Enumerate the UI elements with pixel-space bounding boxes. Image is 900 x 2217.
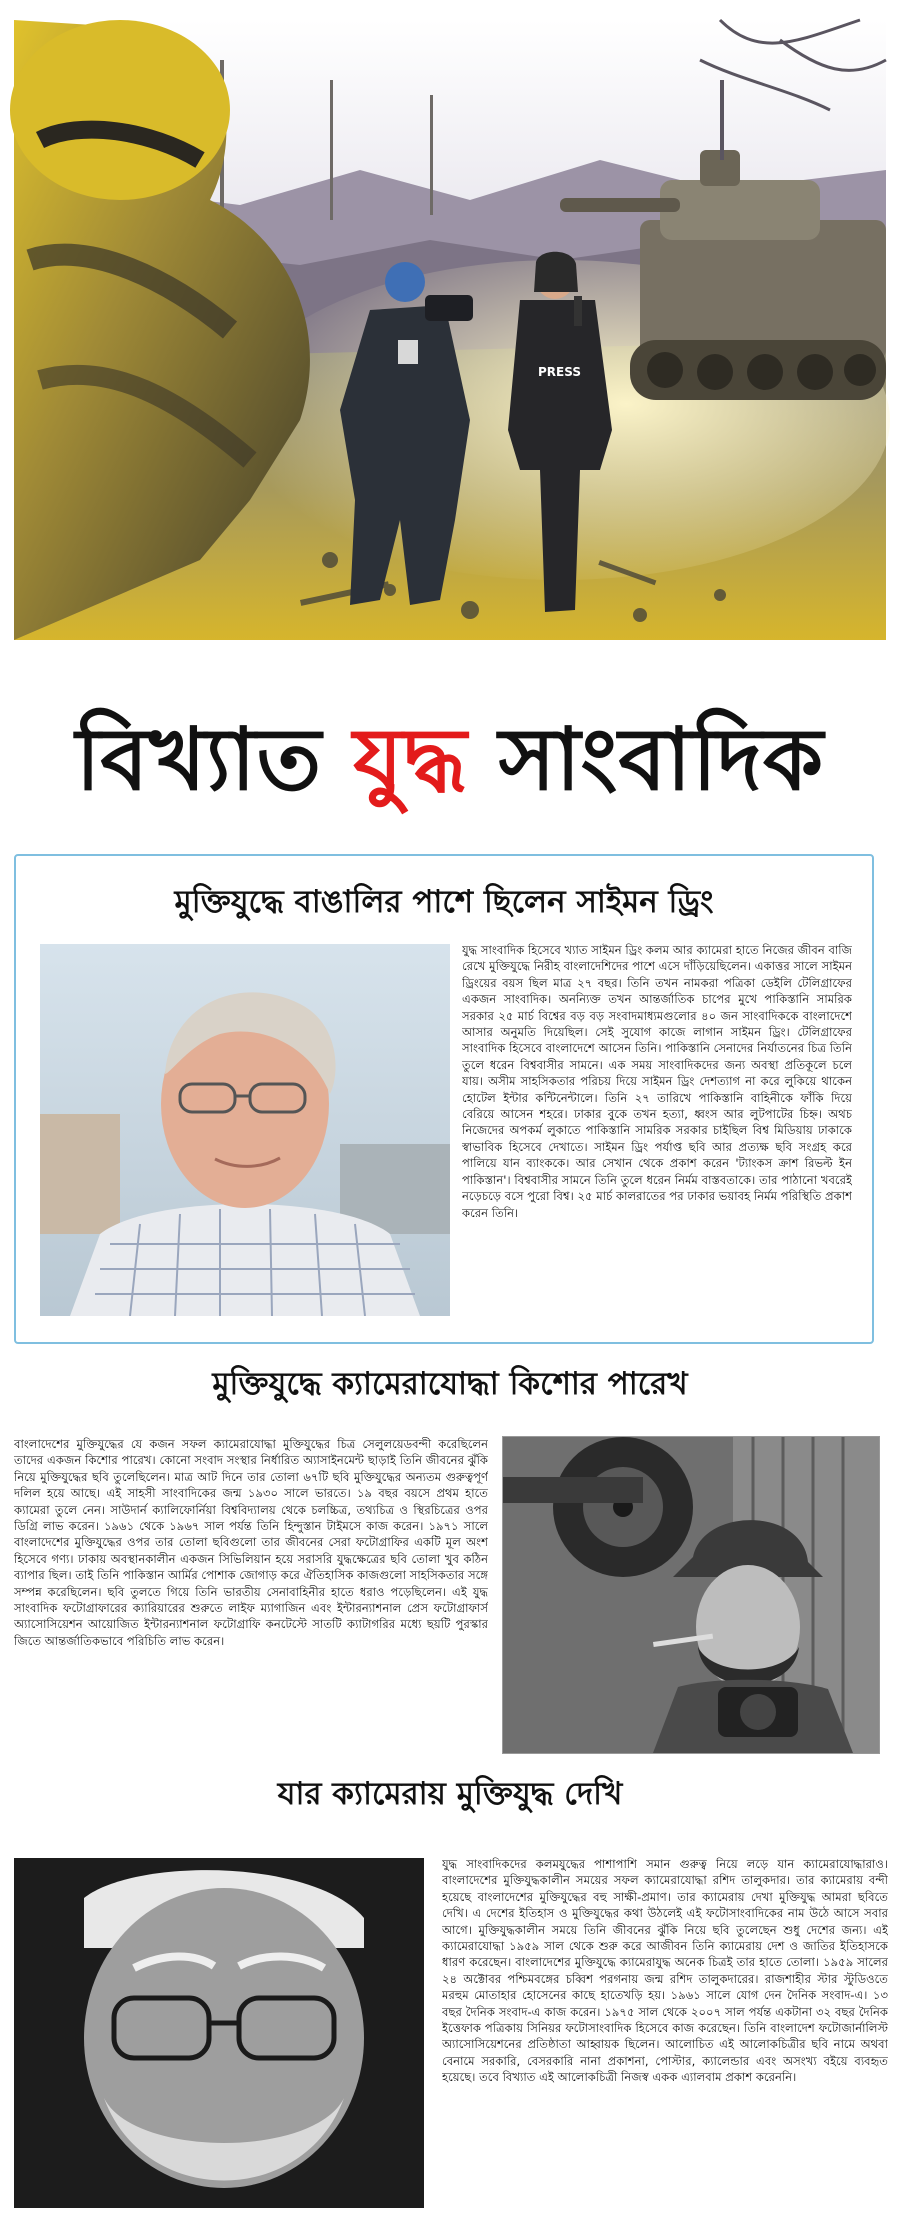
rashid-talukder-photo (14, 1858, 424, 2208)
article-1-title: মুক্তিযুদ্ধে বাঙালির পাশে ছিলেন সাইমন ড্রিং (174, 884, 714, 920)
article-3-body: যুদ্ধ সাংবাদিকদের কলমযুদ্ধের পাশাপাশি সমান গুরুত্ব নিয়ে লড়ে যান ক্যামেরাযোদ্ধারাও। বাংলাদেশের মুক্তিযুদ্ধকালীন সময়ের সফল ক্যামেরাযোদ্ধা রশিদ তালুকদার। তার ক্যামেরায় বন্দী হয়েছে বাংলাদেশের মুক্তিযুদ্ধের বহু সাক্ষী-প্রমাণ। তার ক্যামেরায় দেখা মুক্তিযুদ্ধ আমরা ছবিতে দেখি। এ দেশের ইতিহাস ও মুক্তিযুদ্ধের কথা উঠলেই এই ফটোসাংবাদিকের নাম উঠে আসে সবার আগে। মুক্তিযুদ্ধকালীন সময়ে তিনি জীবনের ঝুঁকি নিয়ে ছবি তুলেছেন শুধু দেশের জন্য। এই ক্যামেরাযোদ্ধা ১৯৫৯ সাল থেকে শুরু করে আজীবন তিনি ক্যামেরায় দেশ ও জাতির ইতিহাসকে ধারণ করেছেন। বাংলাদেশের মুক্তিযুদ্ধে ক্যামেরাযুদ্ধ অনেক চিত্রই তার হাতে তোলা। ১৯৫৯ সালের ২৪ অক্টোবর পশ্চিমবঙ্গের চব্বিশ পরগনায় জন্ম রশিদ তালুকদারের। রাজশাহীর স্টার স্টুডিওতে মরহুম মোতাহার হোসেনের কাছে হাতেখড়ি হয়। ১৯৬১ সালে যোগ দেন দৈনিক সংবাদ-এ। ১৩ বছর দৈনিক সংবাদ-এ কাজ করেন। ১৯৭৫ সাল থেকে ২০০৭ সাল পর্যন্ত একটানা ৩২ বছর দৈনিক ইত্তেফাক পত্রিকায় সিনিয়র ফটোসাংবাদিক হিসেবে কাজ করেছেন। তিনি বাংলাদেশ ফটোজার্নালিস্ট অ্যাসোসিয়েশনের প্রতিষ্ঠাতা আহ্বায়ক ছিলেন। আলোচিত এই আলোকচিত্রীর ছবি নামে অথবা বেনামে সরকারি, বেসরকারি নানা প্রকাশনা, পোস্টার, ক্যালেন্ডার এবং অসংখ্য বইয়ে ব্যবহৃত হয়েছে। তবে বিখ্যাত এই আলোকচিত্রী নিজস্ব একক এ্যালবাম প্রকাশ করেননি। (442, 1857, 888, 2085)
war-scene-image (0, 0, 900, 680)
headline-part-2-accent: যুদ্ধ (353, 709, 468, 810)
main-headline (0, 690, 900, 830)
kishor-parekh-photo (502, 1436, 880, 1754)
article-1-body: যুদ্ধ সাংবাদিক হিসেবে খ্যাত সাইমন ড্রিং কলম আর ক্যামেরা হাতে নিজের জীবন বাজি রেখে মুক্তিযুদ্ধে নিরীহ বাংলাদেশিদের পাশে এসে দাঁড়িয়েছিলেন। একাত্তর সালে সাইমন ড্রিংয়ের বয়স ছিল মাত্র ২৭ বছর। তিনি তখন নামকরা পত্রিকা ডেইলি টেলিগ্রাফের একজন সাংবাদিক। অনন্যিক্ত তখন আন্তর্জাতিক চাপের মুখে পাকিস্তানি সামরিক সরকার ২৫ মার্চ বিশ্বের বড় বড় সংবাদমাধ্যমগুলোর ৪০ জন সাংবাদিককে বাংলাদেশে আসার অনুমতি দিয়েছিল। সেই সুযোগ কাজে লাগান সাইমন ড্রিং। টেলিগ্রাফের সাংবাদিক হিসেবে বাংলাদেশে আসেন তিনি। পাকিস্তানি সেনাদের নির্যাতনের চিত্র তিনি তুলে ধরেন বিশ্ববাসীর সামনে। এক সময় সাংবাদিকদের জন্য অবস্থা প্রতিকূলে চলে যায়। অসীম সাহসিকতার পরিচয় দিয়ে সাইমন ড্রিং দেশত্যাগ না করে লুকিয়ে থাকেন হোটেল ইন্টার কন্টিনেন্টালে। তিনি ২৭ তারিখে পাকিস্তানি বাহিনীকে ফাঁকি দিয়ে বেরিয়ে আসেন শহরে। ঢাকার বুকে তখন হত্যা, ধ্বংস আর লুটপাটের চিহ্ন। অথচ নিজেদের অপকর্ম লুকাতে পাকিস্তানি সামরিক সরকার চাইছিল বিশ্ব মিডিয়ায় ঢাকাকে স্বাভাবিক হিসেবে দেখাতে। সাইমন ড্রিং পর্যাপ্ত ছবি আর প্রত্যক্ষ ছবি সংগ্রহ করে পালিয়ে যান ব্যাংককে। আর সেখান থেকে প্রকাশ করেন 'ট্যাংকস ক্রাশ রিভল্ট ইন পাকিস্তান'। বিশ্ববাসীর সামনে তিনি তুলে ধরেন নির্মম বাস্তবতাকে। তার পাঠানো খবরেই নড়েচড়ে বসে পুরো বিশ্ব। ২৫ মার্চ কালরাতের পর ঢাকার ভয়াবহ নির্মম পরিস্থিতি প্রকাশ করেন তিনি। (462, 943, 852, 1220)
article-simon-dring (14, 854, 874, 1344)
simon-dring-photo (40, 944, 450, 1316)
article-2-title: মুক্তিযুদ্ধে ক্যামেরাযোদ্ধা কিশোর পারেখ (212, 1366, 688, 1402)
article-2-body: বাংলাদেশের মুক্তিযুদ্ধের যে কজন সফল ক্যামেরাযোদ্ধা মুক্তিযুদ্ধের চিত্র সেলুলয়েডবন্দী করেছিলেন তাদের একজন কিশোর পারেখ। কোনো সংবাদ সংস্থার নির্ধারিত অ্যাসাইনমেন্ট ছাড়াই তিনি জীবনের ঝুঁকি নিয়ে মুক্তিযুদ্ধের ছবি তুলেছিলেন। মাত্র আট দিনে তার তোলা ৬৭টি ছবি মুক্তিযুদ্ধের অন্যতম গুরুত্বপূর্ণ দলিল হয়ে আছে। এই সাহসী সাংবাদিকের জন্ম ১৯৩০ সালে ভারতে। ১৯ বছর বয়সে প্রথম হাতে ক্যামেরা তুলে নেন। সাউদার্ন ক্যালিফোর্নিয়া বিশ্ববিদ্যালয় থেকে চলচ্চিত্র, তথ্যচিত্র ও স্থিরচিত্রের ওপর ডিগ্রি লাভ করেন। ১৯৬১ থেকে ১৯৬৭ সাল পর্যন্ত তিনি হিন্দুস্তান টাইমসে কাজ করেন। ১৯৭১ সালে বাংলাদেশের মুক্তিযুদ্ধের ওপর তার তোলা ছবিগুলো তার জীবনের সেরা ফটোগ্রাফির একটি মূল অংশ হিসেবে গণ্য। ঢাকায় অবস্থানকালীন একজন সিভিলিয়ান হয়ে সরাসরি যুদ্ধক্ষেত্রের ছবি তোলা খুব কঠিন ব্যাপার ছিল। তাই তিনি পাকিস্তান আর্মির পোশাক জোগাড় করে ঐতিহাসিক কাজগুলো সাহসিকতার সঙ্গে সম্পন্ন করেছিলেন। ছবি তুলতে গিয়ে তিনি ভারতীয় সেনাবাহিনীর হাতে ধরাও পড়েছিলেন। এই যুদ্ধ সাংবাদিক ফটোগ্রাফারের ক্যারিয়ারের শুরুতে লাইফ ম্যাগাজিন এবং ইন্টারন্যাশনাল প্রেস ফটোগ্রাফার্স অ্যাসোসিয়েশন আয়োজিত ইন্টারন্যাশনাল ফটোগ্রাফি কনটেস্টে সাতটি ক্যাটাগরির মধ্যে ছয়টি পুরস্কার জিতে আন্তর্জাতিকভাবে পরিচিতি লাভ করেন। (14, 1437, 488, 1648)
press-badge: PRESS (538, 365, 581, 379)
headline-part-1: বিখ্যাত (75, 709, 323, 810)
hero-illustration (0, 0, 900, 680)
article-3-title: যার ক্যামেরায় মুক্তিযুদ্ধ দেখি (277, 1776, 623, 1812)
headline-part-3: সাংবাদিক (498, 709, 825, 810)
